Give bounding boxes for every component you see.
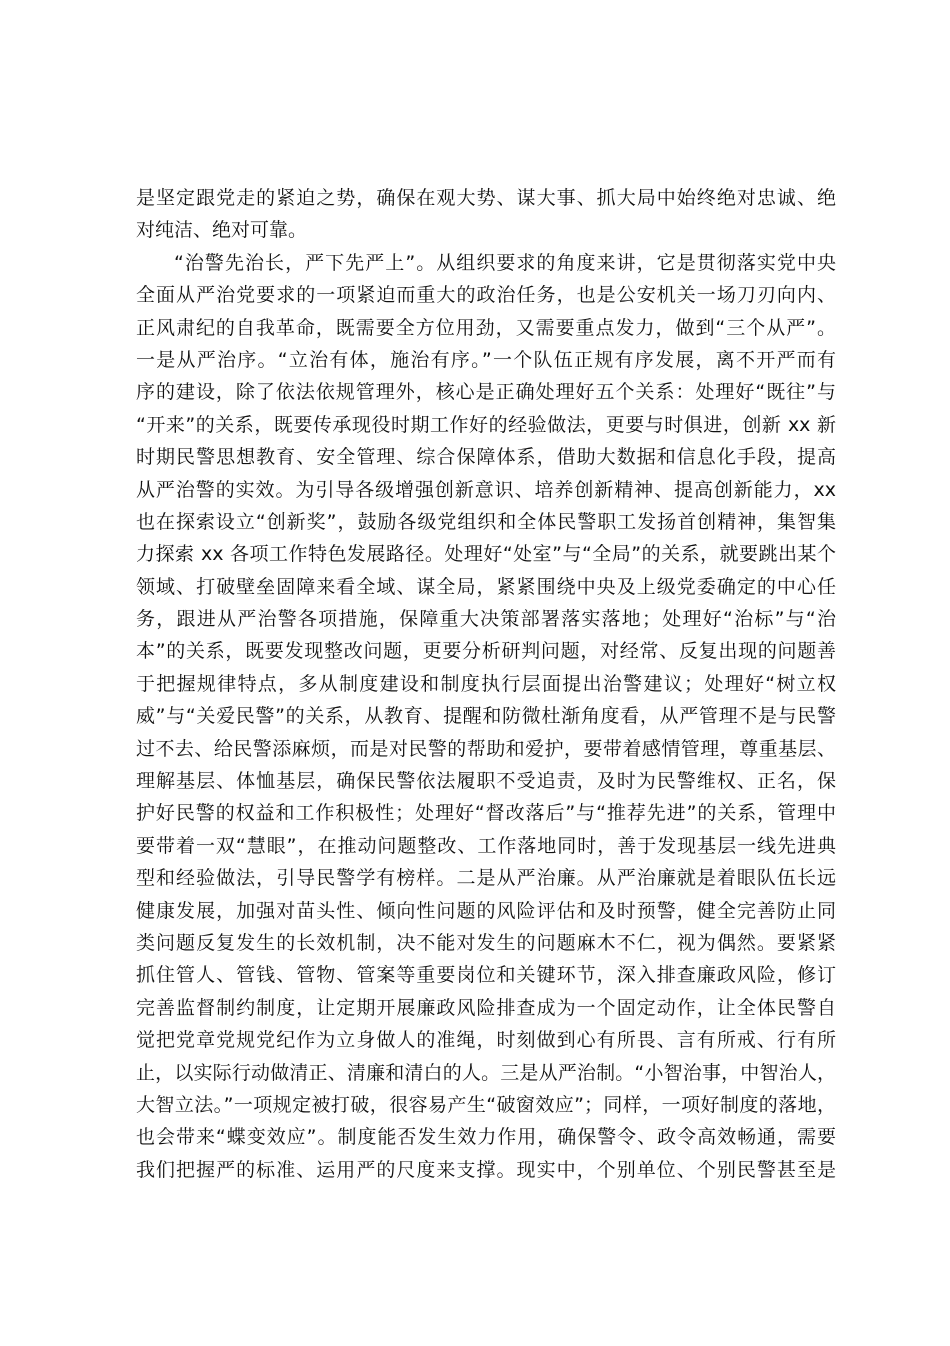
text-line: 威”与“关爱民警”的关系，从教育、提醒和防微杜渐角度看，从严管理不是与民警 [136, 705, 836, 728]
text-line: 正风肃纪的自我革命，既需要全方位用劲，又需要重点发力，做到“三个从严”。 [136, 316, 836, 339]
text-line: “开来”的关系，既要传承现役时期工作好的经验做法，更要与时俱进，创新 xx 新 [136, 413, 836, 436]
text-line: 时期民警思想教育、安全管理、综合保障体系，借助大数据和信息化手段，提高 [136, 446, 836, 469]
text-line: 是坚定跟党走的紧迫之势，确保在观大势、谋大事、抓大局中始终绝对忠诚、绝 [136, 187, 836, 209]
text-line: 本”的关系，既要发现整改问题，更要分析研判问题，对经常、反复出现的问题善 [136, 640, 836, 663]
text-line: 领域、打破壁垒固障来看全域、谋全局，紧紧围绕中央及上级党委确定的中心任 [136, 575, 836, 598]
text-line: 型和经验做法，引导民警学有榜样。二是从严治廉。从严治廉就是着眼队伍长远 [136, 867, 836, 890]
text-line: 健康发展，加强对苗头性、倾向性问题的风险评估和及时预警，健全完善防止同 [136, 899, 836, 922]
text-line: 也会带来“蝶变效应”。制度能否发生效力作用，确保警令、政令高效畅通，需要 [136, 1126, 836, 1149]
text-line: 序的建设，除了依法依规管理外，核心是正确处理好五个关系：处理好“既往”与 [136, 381, 836, 404]
text-line: 务，跟进从严治警各项措施，保障重大决策部署落实落地；处理好“治标”与“治 [136, 608, 836, 631]
text-line: 抓住管人、管钱、管物、管案等重要岗位和关键环节，深入排查廉政风险，修订 [136, 964, 836, 987]
paragraph-start-line: “治警先治长，严下先严上”。从组织要求的角度来讲，它是贯彻落实党中央 [174, 251, 836, 274]
text-line: 全面从严治党要求的一项紧迫而重大的政治任务，也是公安机关一场刀刃向内、 [136, 284, 836, 307]
text-line: 止，以实际行动做清正、清廉和清白的人。三是从严治制。“小智治事，中智治人， [136, 1061, 836, 1084]
text-line: 类问题反复发生的长效机制，决不能对发生的问题麻木不仁，视为偶然。要紧紧 [136, 931, 836, 954]
text-line: 力探索 xx 各项工作特色发展路径。处理好“处室”与“全局”的关系，就要跳出某个 [136, 543, 836, 566]
text-line: 护好民警的权益和工作积极性；处理好“督改落后”与“推荐先进”的关系，管理中 [136, 802, 836, 825]
text-line: 于把握规律特点，多从制度建设和制度执行层面提出治警建议；处理好“树立权 [136, 672, 836, 695]
body-text [136, 182, 836, 1186]
text-line: 也在探索设立“创新奖”，鼓励各级党组织和全体民警职工发扬首创精神，集智集 [136, 510, 836, 533]
text-line: 一是从严治序。“立治有体，施治有序。”一个队伍正规有序发展，离不开严而有 [136, 348, 836, 371]
text-line: 大智立法。”一项规定被打破，很容易产生“破窗效应”；同样，一项好制度的落地， [136, 1093, 836, 1116]
text-line: 完善监督制约制度，让定期开展廉政风险排查成为一个固定动作，让全体民警自 [136, 996, 836, 1019]
paragraph-end-line: 对纯洁、绝对可靠。 [136, 219, 308, 242]
text-line: 要带着一双“慧眼”，在推动问题整改、工作落地同时，善于发现基层一线先进典 [136, 834, 836, 857]
text-line: 理解基层、体恤基层，确保民警依法履职不受追责，及时为民警维权、正名，保 [136, 770, 836, 793]
text-line: 我们把握严的标准、运用严的尺度来支撑。现实中，个别单位、个别民警甚至是 [136, 1158, 836, 1181]
text-line: 从严治警的实效。为引导各级增强创新意识、培养创新精神、提高创新能力，xx [136, 478, 836, 501]
text-line: 过不去、给民警添麻烦，而是对民警的帮助和爱护，要带着感情管理，尊重基层、 [136, 737, 836, 760]
text-line: 觉把党章党规党纪作为立身做人的准绳，时刻做到心有所畏、言有所戒、行有所 [136, 1029, 836, 1052]
